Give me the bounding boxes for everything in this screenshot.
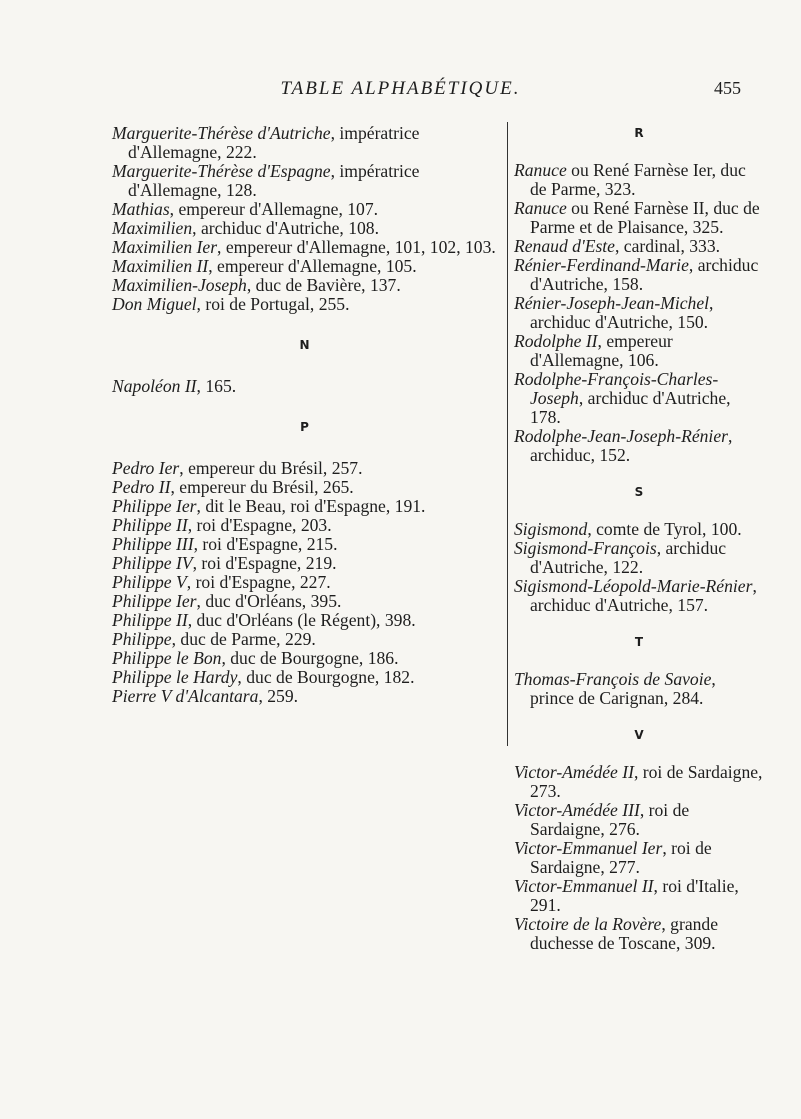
entry-details: ou René Farnèse Ier, duc de Parme, 323.	[530, 160, 746, 199]
index-entry	[514, 256, 764, 294]
entry-name: Victor-Amédée II	[514, 762, 634, 782]
entry-details: , duc de Bourgogne, 186.	[221, 648, 399, 668]
entry-details: , 259.	[258, 686, 299, 706]
entry-details: , empereur d'Allemagne, 101, 102, 103.	[217, 237, 496, 257]
page-number: 455	[714, 78, 741, 98]
index-entry	[514, 370, 764, 427]
index-entry	[112, 459, 497, 478]
entry-details: , roi de Portugal, 255.	[196, 294, 350, 314]
entry-name: Maximilien	[112, 218, 193, 238]
entry-name: Marguerite-Thérèse d'Autriche	[112, 123, 331, 143]
index-entry	[514, 427, 764, 465]
index-column-right	[514, 124, 764, 953]
entry-details: , roi de Sardaigne, 273.	[530, 762, 763, 801]
entry-name: Rodolphe-François-Charles-Joseph	[514, 369, 719, 408]
section-letter: T	[634, 635, 644, 649]
entry-details: , grande duchesse de Toscane, 309.	[530, 914, 719, 953]
index-entry	[112, 276, 497, 295]
entry-name: Don Miguel	[112, 294, 197, 314]
entry-name: Philippe Ier	[112, 591, 197, 611]
running-title: TABLE ALPHABÉTIQUE.	[280, 78, 521, 99]
index-entry	[514, 237, 764, 256]
index-entry	[112, 668, 497, 687]
section-letter: V	[634, 728, 644, 742]
index-entry	[112, 478, 497, 497]
index-entry	[514, 763, 764, 801]
entry-details: , empereur d'Allemagne, 106.	[530, 331, 673, 370]
entry-details: , archiduc d'Autriche, 178.	[530, 388, 731, 427]
entry-name: Maximilien II	[112, 256, 209, 276]
entry-name: Mathias	[112, 199, 170, 219]
entry-details: ou René Farnèse II, duc de Parme et de Plaisance, 325.	[530, 198, 760, 237]
index-entry	[514, 670, 764, 708]
entry-name: Pierre V d'Alcantara	[112, 686, 259, 706]
index-entry	[112, 554, 497, 573]
entry-name: Victor-Amédée III	[514, 800, 640, 820]
entry-details: , roi d'Espagne, 215.	[193, 534, 338, 554]
entry-name: Ranuce	[514, 160, 567, 180]
index-entry	[112, 219, 497, 238]
index-entry	[514, 915, 764, 953]
entry-details: , duc de Parme, 229.	[171, 629, 316, 649]
entry-name: Thomas-François de Savoie	[514, 669, 712, 689]
entry-name: Sigismond-François	[514, 538, 657, 558]
entry-details: , empereur d'Allemagne, 107.	[169, 199, 379, 219]
entry-name: Philippe	[112, 629, 172, 649]
entry-name: Maximilien Ier	[112, 237, 218, 257]
entry-details: , duc d'Orléans (le Régent), 398.	[187, 610, 416, 630]
index-entry	[514, 877, 764, 915]
entry-details: , roi d'Espagne, 227.	[186, 572, 331, 592]
index-entry	[112, 497, 497, 516]
entry-name: Philippe le Bon	[112, 648, 222, 668]
entry-name: Rodolphe II	[514, 331, 598, 351]
index-entry	[514, 539, 764, 577]
entry-name: Napoléon II	[112, 376, 197, 396]
entry-details: , 165.	[196, 376, 237, 396]
index-entry	[112, 535, 497, 554]
index-entry	[112, 124, 497, 162]
entry-details: , prince de Carignan, 284.	[530, 669, 716, 708]
index-entry	[514, 199, 764, 237]
index-entry	[514, 294, 764, 332]
index-entry	[514, 839, 764, 877]
entry-name: Ranuce	[514, 198, 567, 218]
entry-details: , empereur du Brésil, 265.	[170, 477, 354, 497]
index-entry	[112, 377, 497, 396]
index-entry	[112, 611, 497, 630]
entry-name: Philippe II	[112, 515, 188, 535]
entry-details: , duc de Bourgogne, 182.	[237, 667, 415, 687]
index-entry	[112, 573, 497, 592]
entry-details: , impératrice d'Allemagne, 222.	[128, 123, 420, 162]
entry-details: , dit le Beau, roi d'Espagne, 191.	[196, 496, 426, 516]
entry-details: , roi de Sardaigne, 276.	[530, 800, 690, 839]
entry-details: , empereur d'Allemagne, 105.	[208, 256, 417, 276]
entry-details: , cardinal, 333.	[615, 236, 721, 256]
entry-name: Philippe III	[112, 534, 194, 554]
entry-details: , roi d'Espagne, 203.	[187, 515, 332, 535]
entry-name: Pedro II	[112, 477, 171, 497]
entry-details: , empereur du Brésil, 257.	[179, 458, 363, 478]
entry-name: Sigismond-Léopold-Marie-Rénier	[514, 576, 753, 596]
index-entry	[514, 520, 764, 539]
index-entry	[112, 630, 497, 649]
index-entry	[514, 801, 764, 839]
index-entry	[112, 162, 497, 200]
entry-details: , archiduc, 152.	[530, 426, 733, 465]
index-column-left	[112, 124, 497, 706]
entry-details: , roi d'Espagne, 219.	[192, 553, 337, 573]
entry-details: , archiduc d'Autriche, 157.	[530, 576, 757, 615]
index-entry	[112, 257, 497, 276]
page-header	[0, 78, 801, 108]
section-letter: P	[300, 420, 309, 434]
entry-name: Renaud d'Este	[514, 236, 615, 256]
entry-details: , archiduc d'Autriche, 150.	[530, 293, 714, 332]
entry-details: , roi d'Italie, 291.	[530, 876, 739, 915]
entry-name: Philippe Ier	[112, 496, 197, 516]
entry-details: , roi de Sardaigne, 277.	[530, 838, 712, 877]
entry-name: Sigismond	[514, 519, 588, 539]
entry-name: Philippe IV	[112, 553, 193, 573]
entry-details: , archiduc d'Autriche, 108.	[192, 218, 380, 238]
section-letter: R	[634, 126, 644, 140]
entry-name: Pedro Ier	[112, 458, 180, 478]
index-entry	[112, 516, 497, 535]
section-letter: N	[299, 338, 310, 352]
index-entry	[514, 161, 764, 199]
index-entry	[112, 592, 497, 611]
entry-name: Philippe V	[112, 572, 187, 592]
entry-name: Rénier-Ferdinand-Marie	[514, 255, 689, 275]
index-entry	[112, 295, 497, 314]
entry-details: , duc de Bavière, 137.	[246, 275, 401, 295]
section-letter: S	[634, 485, 644, 499]
index-entry	[514, 577, 764, 615]
entry-name: Victoire de la Rovère	[514, 914, 662, 934]
index-entry	[514, 332, 764, 370]
entry-name: Rénier-Joseph-Jean-Michel	[514, 293, 710, 313]
index-entry	[112, 687, 497, 706]
entry-details: , archiduc d'Autriche, 158.	[530, 255, 759, 294]
entry-details: , duc d'Orléans, 395.	[196, 591, 342, 611]
entry-name: Marguerite-Thérèse d'Espagne	[112, 161, 331, 181]
entry-name: Victor-Emmanuel Ier	[514, 838, 663, 858]
entry-name: Victor-Emmanuel II	[514, 876, 654, 896]
entry-name: Maximilien-Joseph	[112, 275, 247, 295]
entry-name: Philippe le Hardy	[112, 667, 238, 687]
index-entry	[112, 238, 497, 257]
entry-details: , impératrice d'Allemagne, 128.	[128, 161, 420, 200]
index-entry	[112, 649, 497, 668]
entry-name: Rodolphe-Jean-Joseph-Rénier	[514, 426, 728, 446]
index-entry	[112, 200, 497, 219]
column-divider	[507, 122, 508, 746]
entry-name: Philippe II	[112, 610, 188, 630]
entry-details: , archiduc d'Autriche, 122.	[530, 538, 727, 577]
entry-details: , comte de Tyrol, 100.	[587, 519, 742, 539]
